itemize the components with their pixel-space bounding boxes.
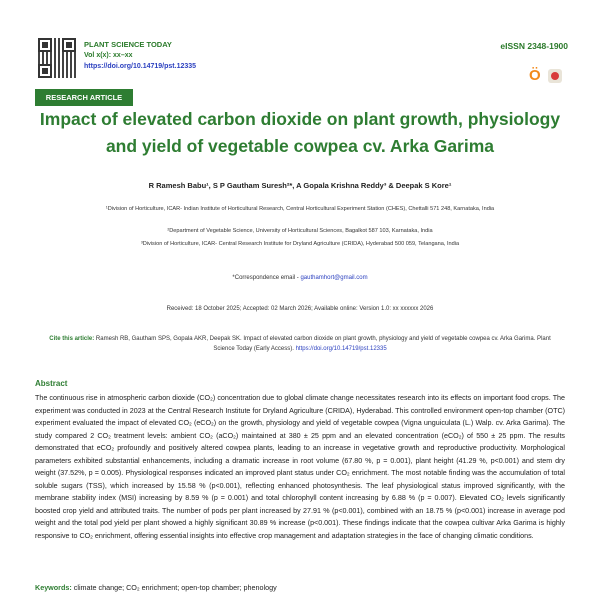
cite-text: Ramesh RB, Gautham SPS, Gopala AKR, Deepak SK. Impact of elevated carbon dioxide on plant growth, physiology and yield of vegetable cowpea cv. Arka Garima. Plant Science Today (Early Access). [94,336,551,352]
title-line: and yield of vegetable cowpea cv. Arka Garima [105,136,495,156]
volume-info: Vol x(x): xx–xx [84,52,133,59]
keywords-text: climate change; CO₂ enrichment; open-top chamber; phenology [71,583,277,592]
article-title [20,106,580,160]
cite-label: Cite this article: [49,336,95,342]
article-type-badge: RESEARCH ARTICLE [35,89,133,106]
affiliation: ¹Division of Horticulture, ICAR- Indian Institute of Horticultural Research, Central Horticultural Experiment Station (CHES), Chettalli 571 248, Karnataka, India [105,206,495,212]
open-access-icon: Ö [529,67,541,84]
citation [45,334,555,354]
doi-link[interactable]: https://doi.org/10.14719/pst.12335 [84,63,197,70]
cite-doi-link[interactable]: https://doi.org/10.14719/pst.12335 [295,346,387,352]
qr-code-icon [38,38,76,78]
authors: R Ramesh Babu¹, S P Gautham Suresh²*, A Gopala Krishna Reddy³ & Deepak S Kore¹ [148,181,452,190]
keywords-label: Keywords: [35,583,72,592]
affiliation: ³Division of Horticulture, ICAR- Central Research Institute for Dryland Agriculture (CRIDA), Hyderabad 500 059, Telangana, India [140,241,460,247]
crossmark-icon[interactable] [548,69,562,83]
correspondence-label: *Correspondence email - [232,275,301,281]
eissn: eISSN 2348-1900 [500,41,568,51]
journal-name: PLANT SCIENCE TODAY [84,40,172,49]
dates: Received: 18 October 2025; Accepted: 02 March 2026; Available online: Version 1.0: xx xxxxxx 2026 [166,306,434,312]
keywords [35,583,277,592]
correspondence [0,275,600,281]
abstract-heading: Abstract [35,379,68,388]
title-line: Impact of elevated carbon dioxide on plant growth, physiology [39,109,561,129]
email-link[interactable]: gauthamhort@gmail.com [300,275,368,281]
affiliation: ²Department of Vegetable Science, University of Horticultural Sciences, Bagalkot 587 103, Karnataka, India [167,228,433,234]
abstract-text: The continuous rise in atmospheric carbon dioxide (CO₂) concentration due to global climate change necessitates research into its effects on important food crops. The experiment was conducted in 2023 at the Central Research Institute for Dryland Agriculture (CRIDA), Hyderabad. This controlled environment open-top chamber (OTC) experiment evaluated the impact of elevated CO₂ (eCO₂) on the growth, physiology and yield of vegetable cowpea (Vigna unguiculata (L.) Walp. cv. Arka Garima). The study compared 2 CO₂ treatment levels: ambient CO₂ (aCO₂) maintained at 380 ± 25 ppm and an elevated concentration (eCO₂) of 550 ± 25 ppm. The results demonstrated that eCO₂ profoundly and positively altered cowpea plants, leading to an increase in vegetative growth and reproductive productivity. Morphological parameters exhibited substantial enhancements, including a dramatic increase in root volume (67.80 %, p = 0.001), plant height (41.29 %, p<0.001) and stem dry weight (37.52%, p = 0.005). Physiological responses indicated an improved plant status under CO₂ enrichment. The most notable finding was the accumulation of total soluble sugars (TSS), which increased by 15.58 % (p<0.001), reflecting enhanced photosynthesis. The leaf physiological status improved significantly, with the membrane stability index (MSI) increasing by 8.59 % (p = 0.001) and total chlorophyll content increasing by 6.88 % (p = 0.007). Elevated CO₂ levels significantly boosted crop yield and attributed traits. The number of pods per plant increased by 27.91 % (p<0.001), combined with an 18.75 % (p<0.001) increase in average pod weight and the total pod yield per plant showed a highly significant 30.89 % increase (p<0.001). These findings indicate that the cowpea cultivar Arka Garima is highly responsive to CO₂ enrichment, offering essential insights into effective crop management and adaptation strategies in the face of changing climatic conditions. [35,394,565,540]
